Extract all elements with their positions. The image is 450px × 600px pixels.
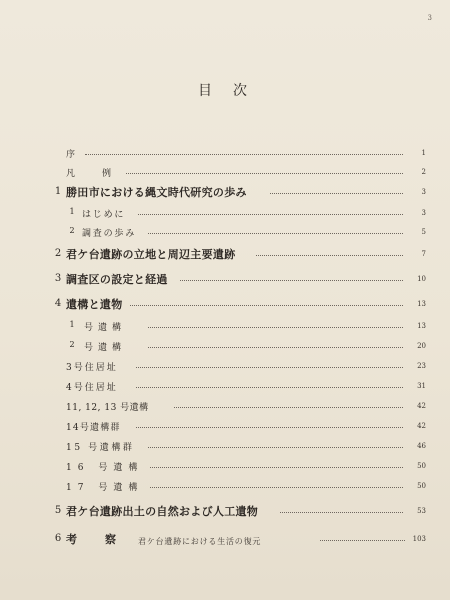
dotted-leader (138, 214, 403, 216)
dotted-leader (130, 305, 403, 307)
toc-entry-feature-17 (0, 477, 450, 497)
toc-entry-page: 3 (421, 209, 426, 217)
toc-entry-page: 7 (421, 250, 426, 258)
toc-entry-subtitle: 君ケ台遺跡における生活の復元 (138, 537, 262, 546)
toc-entry-number: 1 (69, 207, 75, 216)
dotted-leader (136, 427, 403, 429)
dotted-leader (180, 280, 403, 282)
toc-entry-page: 42 (417, 402, 426, 410)
toc-entry-feature-group-14 (0, 417, 450, 437)
toc-entry-page: 53 (417, 507, 426, 515)
dotted-leader (150, 467, 403, 469)
toc-entry-label: 君ケ台遺跡の立地と周辺主要遺跡 (66, 248, 236, 261)
toc-entry-chapter-2 (0, 245, 450, 265)
toc-entry-page: 31 (417, 382, 426, 390)
dotted-leader (174, 407, 403, 409)
toc-entry-number: 2 (54, 248, 62, 259)
toc-entry-page: 20 (417, 342, 426, 350)
dotted-leader (148, 327, 403, 329)
toc-entry-chapter-3 (0, 270, 450, 290)
toc-entry-features-11-13 (0, 397, 450, 417)
toc-entry-label: 号遺構 (84, 323, 127, 333)
toc-entry-number: 4 (54, 298, 62, 309)
toc-entry-label: 4号住居址 (66, 383, 118, 393)
toc-entry-feature-1 (0, 317, 450, 337)
toc-entry-page: 103 (412, 535, 426, 543)
toc-entry-page: 42 (417, 422, 426, 430)
toc-entry-label: 調査の歩み (82, 229, 137, 239)
toc-entry-number: 3 (54, 273, 62, 284)
toc-entry-dwelling-4 (0, 377, 450, 397)
toc-entry-page: 23 (417, 362, 426, 370)
toc-entry-number: 5 (54, 505, 62, 516)
toc-entry-label: 11, 12, 13 号遺構 (66, 403, 149, 413)
dotted-leader (136, 387, 403, 389)
toc-entry-label: はじめに (82, 210, 126, 220)
toc-entry-label: 勝田市における縄文時代研究の歩み (66, 186, 247, 199)
toc-entry-label: 君ケ台遺跡出土の自然および人工遺物 (66, 505, 259, 518)
toc-entry-feature-group-15 (0, 437, 450, 457)
dotted-leader (126, 173, 403, 175)
toc-entry-label: 調査区の設定と経過 (66, 273, 168, 286)
dotted-leader (148, 447, 403, 449)
toc-entry-label: 考 察 (66, 533, 118, 546)
toc-entry-chapter-5 (0, 502, 450, 522)
toc-entry-label: 序 (66, 150, 79, 160)
toc-entry-label: 凡 例 (66, 169, 115, 179)
toc-entry-label: 15 号遺構群 (66, 443, 135, 453)
toc-entry-page: 5 (421, 228, 426, 236)
toc-entry-page: 13 (417, 300, 426, 308)
toc-entry-feature-2 (0, 337, 450, 357)
dotted-leader (270, 193, 403, 195)
toc-entry-label: 17 号遺構 (66, 483, 144, 493)
dotted-leader (136, 367, 403, 369)
toc-entry-label: 16 号遺構 (66, 463, 144, 473)
dotted-leader (280, 512, 403, 514)
toc-entry-chapter-1 (0, 183, 450, 203)
toc-entry-dwelling-3 (0, 357, 450, 377)
dotted-leader (148, 347, 403, 349)
toc-entry-page: 46 (417, 442, 426, 450)
dotted-leader (148, 233, 403, 235)
toc-entry-page: 3 (421, 188, 426, 196)
toc-entry-feature-16 (0, 457, 450, 477)
toc-entry-number: 2 (69, 340, 75, 349)
toc-entry-page: 10 (417, 275, 426, 283)
toc-entry-number: 6 (54, 533, 62, 544)
toc-entry-page: 2 (421, 168, 426, 176)
toc-entry-number: 1 (54, 186, 62, 197)
toc-entry-section-1-1 (0, 204, 450, 224)
toc-entry-label: 号遺構 (84, 343, 127, 353)
toc-entry-number: 2 (69, 226, 75, 235)
dotted-leader (320, 540, 405, 542)
toc-entry-preface (0, 145, 450, 165)
toc-entry-notes (0, 164, 450, 184)
page-title: 目次 (198, 83, 268, 99)
dotted-leader (85, 154, 403, 156)
toc-entry-section-1-2 (0, 223, 450, 243)
dotted-leader (150, 487, 403, 489)
toc-entry-label: 遺構と遺物 (66, 298, 123, 311)
toc-entry-page: 50 (417, 482, 426, 490)
toc-entry-label: 14号遺構群 (66, 423, 121, 433)
toc-entry-page: 13 (417, 322, 426, 330)
toc-entry-page: 1 (421, 149, 426, 157)
toc-entry-label: 3号住居址 (66, 363, 118, 373)
toc-entry-page: 50 (417, 462, 426, 470)
page-number: 3 (427, 14, 432, 22)
dotted-leader (256, 255, 403, 257)
toc-entry-number: 1 (69, 320, 75, 329)
toc-entry-chapter-4 (0, 295, 450, 315)
